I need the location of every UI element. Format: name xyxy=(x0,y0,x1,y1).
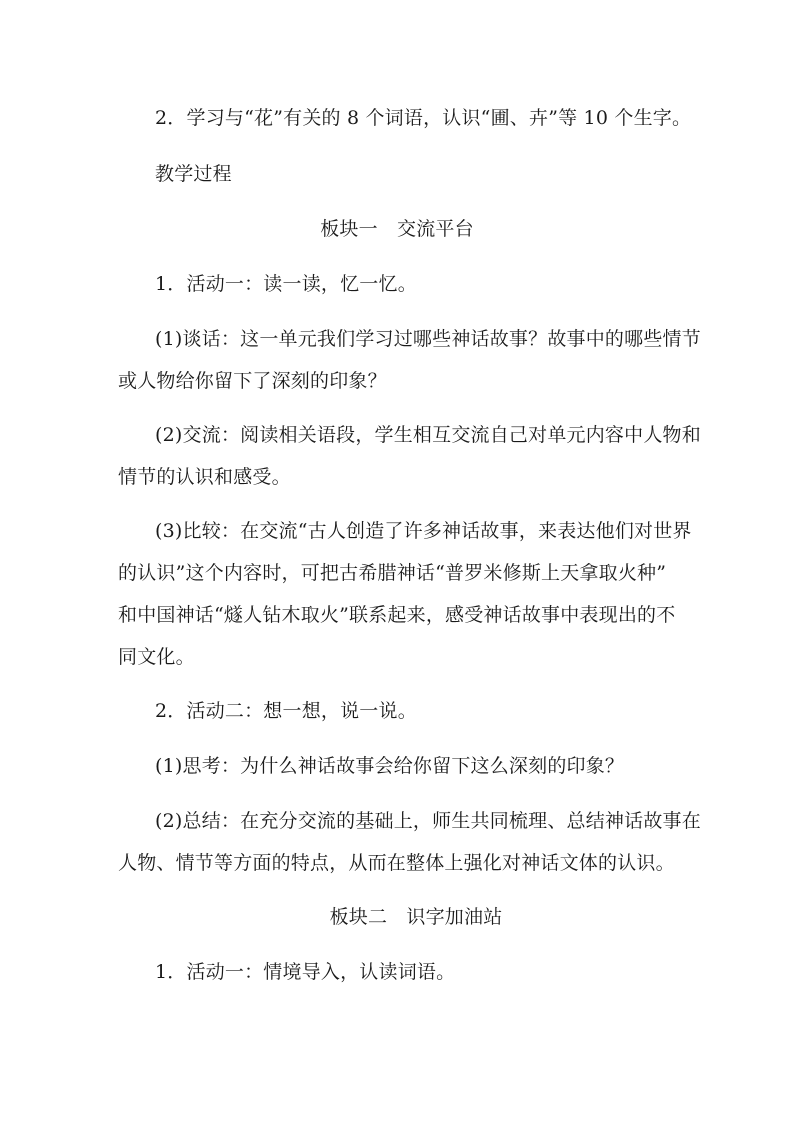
item2-line1: (2)交流：阅读相关语段，学生相互交流自己对单元内容中人物和 xyxy=(155,424,701,446)
item5-line1: (2)总结：在充分交流的基础上，师生共同梳理、总结神话故事在 xyxy=(155,810,701,832)
activity1-heading: 1．活动一：读一读，忆一忆。 xyxy=(155,273,417,295)
item3-line2: 的认识”这个内容时，可把古希腊神话“普罗米修斯上天拿取火种” xyxy=(118,562,667,584)
activity2-heading: 2．活动二：想一想，说一说。 xyxy=(155,700,417,722)
item3-line1: (3)比较：在交流“古人创造了许多神话故事，来表达他们对世界 xyxy=(155,520,692,542)
item1-line1: (1)谈话：这一单元我们学习过哪些神话故事？故事中的哪些情节 xyxy=(155,328,701,350)
item3-line4: 同文化。 xyxy=(118,646,195,668)
item3-line3: 和中国神话“燧人钻木取火”联系起来，感受神话故事中表现出的不 xyxy=(118,604,676,626)
section2-title: 板块二 识字加油站 xyxy=(329,906,503,928)
learning-objective-2: 2．学习与“花”有关的 8 个词语，认识“圃、卉”等 10 个生字。 xyxy=(155,107,692,129)
process-heading: 教学过程 xyxy=(155,163,232,185)
section1-title: 板块一 交流平台 xyxy=(320,218,474,240)
item4-line1: (1)思考：为什么神话故事会给你留下这么深刻的印象？ xyxy=(155,755,625,777)
section2-activity1: 1．活动一：情境导入，认读词语。 xyxy=(155,961,456,983)
item1-line2: 或人物给你留下了深刻的印象？ xyxy=(118,370,387,392)
item5-line2: 人物、情节等方面的特点，从而在整体上强化对神话文体的认识。 xyxy=(118,852,675,874)
item2-line2: 情节的认识和感受。 xyxy=(118,466,291,488)
